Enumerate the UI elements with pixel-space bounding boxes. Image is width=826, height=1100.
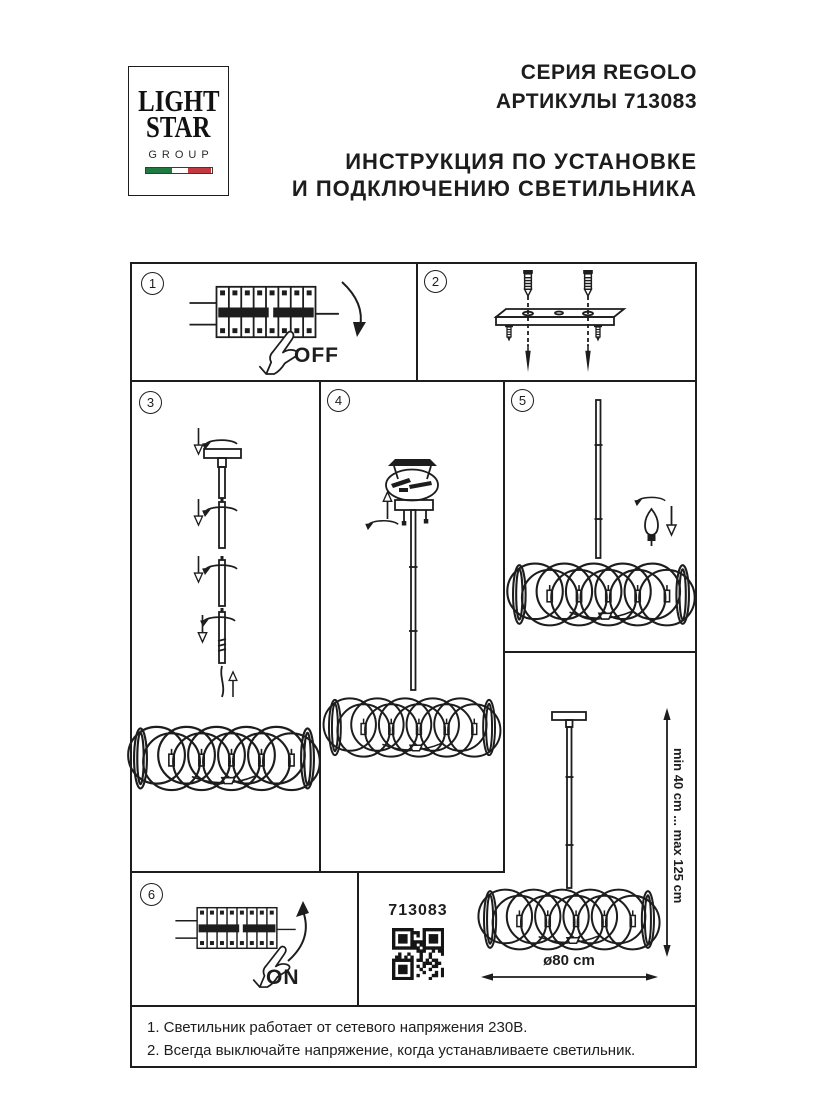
logo-word-light: LIGHT	[137, 83, 220, 118]
grid-line	[416, 262, 418, 382]
step-badge-1: 1	[141, 272, 164, 295]
ceiling-plate-icon	[388, 459, 437, 466]
chandelier-drum-icon	[478, 890, 659, 950]
footer-notes	[147, 1016, 687, 1062]
on-label: ON	[266, 966, 300, 989]
logo-word-group: GROUP	[148, 149, 214, 161]
breaker-off-drawing	[150, 270, 390, 375]
logo-word-star: STAR	[146, 109, 211, 144]
step-badge-5: 5	[511, 389, 534, 412]
qr-code-svg	[392, 928, 444, 980]
diameter-label: ø80 cm	[543, 952, 595, 969]
grid-line	[130, 1066, 697, 1068]
grid-line	[319, 380, 321, 873]
article-number: 713083	[388, 902, 448, 919]
grid-line	[357, 871, 359, 1007]
step-badge-6: 6	[140, 883, 163, 906]
circuit-breaker-icon	[175, 908, 295, 949]
wall-anchor-icon	[523, 270, 533, 296]
dim-arrowhead-icon	[663, 945, 670, 957]
rotate-arrow-icon	[200, 617, 235, 627]
circuit-breaker-icon	[190, 287, 339, 337]
rotate-arrow-icon	[365, 521, 398, 530]
arrow-up-icon	[229, 672, 237, 697]
arrow-down-icon	[194, 428, 202, 454]
lightstar-logo	[128, 66, 229, 196]
chandelier-drum-icon	[324, 698, 501, 756]
rod-assembly-drawing	[133, 425, 317, 810]
italian-flag-stripe	[145, 167, 213, 174]
grid-line	[130, 262, 697, 264]
arrow-up-icon	[296, 901, 309, 917]
arrow-up-icon	[383, 492, 391, 519]
candle-bulb-icon	[645, 509, 658, 546]
step-badge-3: 3	[139, 391, 162, 414]
grid-line	[695, 262, 697, 1068]
height-range-label: min 40 cm ... max 125 cm	[671, 748, 686, 904]
series-title: СЕРИЯ REGOLO	[520, 61, 697, 84]
chandelier-drum-icon	[507, 564, 694, 626]
footer-note-2: 2. Всегда выключайте напряжение, когда устанавливаете светильник.	[147, 1042, 636, 1059]
off-label: OFF	[294, 344, 339, 367]
grid-line	[130, 380, 697, 382]
dim-arrowhead-icon	[646, 973, 658, 980]
header-text-block	[292, 58, 697, 202]
grid-line	[130, 262, 132, 1068]
grid-line	[503, 651, 697, 653]
dim-arrowhead-icon	[481, 973, 493, 980]
side-screw-icon	[594, 326, 602, 341]
rotate-arrow-icon	[634, 497, 665, 506]
canopy-mounting-drawing	[325, 455, 501, 767]
article-title: АРТИКУЛЫ 713083	[495, 90, 697, 113]
side-screw-icon	[505, 326, 513, 341]
arrow-down-icon	[194, 499, 202, 525]
arrow-down-icon	[194, 556, 202, 582]
wall-anchor-icon	[583, 270, 593, 296]
bulb-installation-drawing	[508, 398, 694, 632]
step-badge-4: 4	[327, 389, 350, 412]
arrow-down-icon	[667, 506, 676, 535]
breaker-on-drawing	[170, 885, 340, 1003]
screw-icon	[585, 344, 590, 372]
grid-line	[130, 871, 505, 873]
step-badge-2: 2	[424, 270, 447, 293]
grid-line	[130, 1005, 697, 1007]
dim-arrowhead-icon	[663, 708, 670, 720]
doc-title-line1: ИНСТРУКЦИЯ ПО УСТАНОВКЕ	[345, 149, 697, 174]
screw-icon	[525, 344, 530, 372]
doc-title-line2: И ПОДКЛЮЧЕНИЮ СВЕТИЛЬНИКА	[291, 176, 697, 201]
chandelier-drum-icon	[128, 727, 320, 790]
wiring-detail-icon	[391, 478, 432, 492]
dimension-drawing	[478, 705, 690, 987]
arrow-down-icon	[353, 322, 366, 337]
footer-note-1: 1. Светильник работает от сетевого напряжения 230В.	[147, 1019, 528, 1036]
mounting-bracket-drawing	[440, 268, 690, 376]
